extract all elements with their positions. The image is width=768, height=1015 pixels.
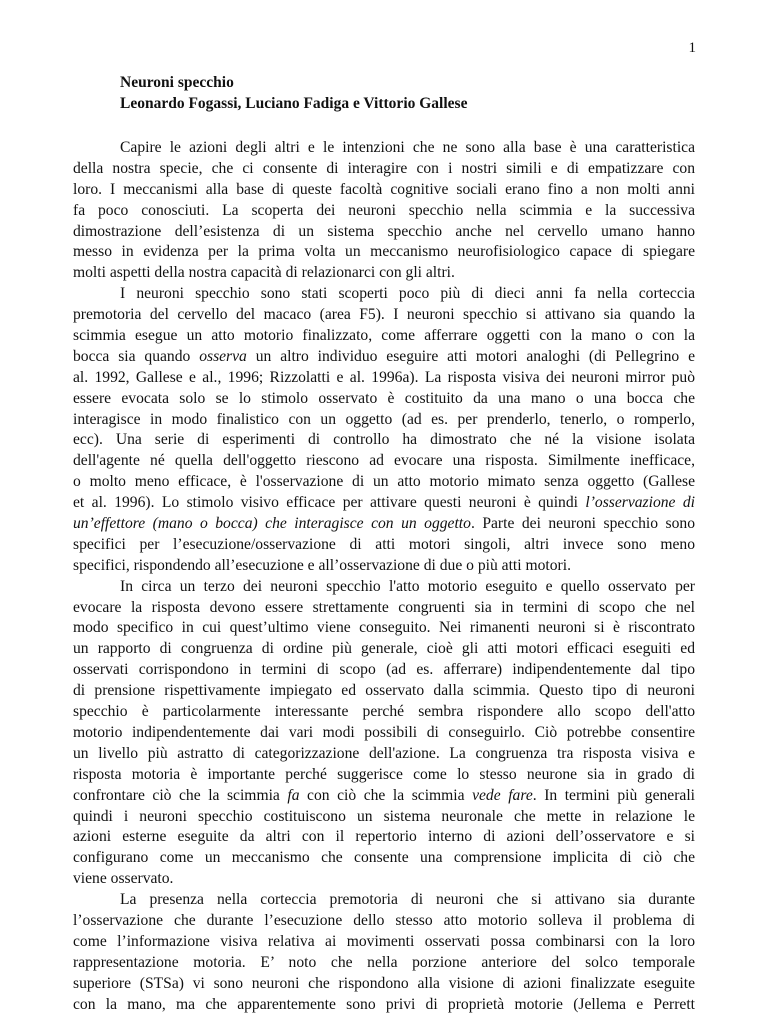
text-line	[73, 639, 695, 660]
text-line	[73, 786, 695, 807]
text-line	[73, 451, 695, 472]
text-line	[73, 180, 695, 201]
text-segment: con la mano, ma che apparentemente sono privi di proprietà motorie (Jellema e Perrett	[73, 995, 695, 1013]
text-segment: superiore (STSa) vi sono neuroni che rispondono alla visione di azioni finalizzate eseguite	[73, 974, 695, 992]
text-segment: bocca sia quando	[73, 347, 200, 365]
text-line	[73, 514, 695, 535]
text-segment: In circa un terzo dei neuroni specchio l'atto motorio eseguito e quello osservato per	[120, 577, 695, 595]
text-line	[73, 430, 695, 451]
text-segment: della nostra specie, che ci consente di interagire con i nostri simili e di empatizzare con	[73, 159, 695, 177]
text-line	[73, 869, 695, 890]
text-segment: et al. 1996). Lo stimolo visivo efficace per attivare questi neuroni è quindi	[73, 494, 586, 512]
text-line	[73, 598, 695, 619]
text-line	[73, 535, 695, 556]
text-segment: rappresentazione motoria. E’ noto che nella porzione anteriore del solco temporale	[73, 953, 695, 971]
page-number: 1	[688, 40, 696, 56]
text-segment: essere evocata solo se lo stimolo osservato è costituito da una mano o una bocca che	[73, 389, 695, 407]
text-line	[73, 932, 695, 953]
text-segment: azioni esterne eseguite da altri con il repertorio interno di azioni dell’osservatore e si	[73, 828, 695, 846]
italic-text: vede fare	[472, 786, 533, 804]
text-segment: Capire le azioni degli altri e le intenzioni che ne sono alla base è una caratteristica	[120, 139, 695, 156]
text-segment: osservati corrispondono in termini di scopo (ad es. afferrare) indipendentemente dal tipo	[73, 661, 695, 679]
text-line	[73, 953, 695, 974]
text-line	[73, 577, 695, 598]
text-line	[73, 911, 695, 932]
text-line	[73, 222, 695, 243]
text-segment: un altro individuo eseguire atti motori analoghi (di Pellegrino e	[246, 347, 696, 365]
text-segment: messo in evidenza per la prima volta un meccanismo neurofisiologico capace di spiegare	[73, 243, 695, 261]
text-line	[73, 848, 695, 869]
text-segment: modo specifico in cui quest’ultimo viene conseguito. Nei rimanenti neuroni si è riscontrato	[73, 619, 695, 637]
text-line	[73, 159, 695, 180]
text-segment: . Parte dei neuroni specchio sono	[470, 515, 696, 533]
text-line	[73, 347, 695, 368]
text-line	[73, 263, 695, 284]
text-segment: con ciò che la scimmia	[299, 786, 473, 804]
text-segment: dell'agente né quella dell'oggetto riescono ad evocare una risposta. Similmente inefficace,	[73, 452, 695, 470]
text-line	[73, 368, 695, 389]
text-line	[73, 326, 695, 347]
text-line	[73, 660, 695, 681]
text-line	[73, 284, 695, 305]
text-segment: evocare la risposta devono essere strettamente congruenti sia in termini di scopo che nel	[73, 598, 695, 616]
text-segment: premotoria del cervello del macaco (area F5). I neuroni specchio si attivano sia quando la	[73, 306, 695, 324]
document-title: Neuroni specchio	[120, 74, 234, 91]
text-segment: specchio è particolarmente interessante perché sembra rispondere allo scopo dell'atto	[73, 703, 695, 721]
text-line	[73, 410, 695, 431]
text-line	[73, 723, 695, 744]
text-segment: scimmia esegue un atto motorio finalizzato, come afferrare oggetti con la mano o con la	[73, 327, 695, 345]
text-segment: un rapporto di congruenza di ordine più generale, cioè gli atti motori efficaci eseguiti ed	[73, 640, 695, 658]
text-line	[73, 995, 695, 1015]
text-line	[73, 974, 695, 995]
text-line	[73, 618, 695, 639]
text-segment: specifici, rispondendo all’esecuzione e all’osservazione di due o più atti motori.	[73, 556, 571, 574]
text-segment: ecc). Una serie di esperimenti di controllo ha dimostrato che né la visione isolata	[73, 431, 695, 449]
text-segment: quindi i neuroni specchio costituiscono un sistema neuronale che mette in relazione le	[73, 807, 695, 825]
text-line	[73, 890, 695, 911]
text-segment: confrontare ciò che la scimmia	[73, 786, 288, 804]
text-segment: fa poco conosciuti. La scoperta dei neuroni specchio nella scimmia e la successiva	[73, 201, 695, 219]
text-segment: al. 1992, Gallese e al., 1996; Rizzolatti e al. 1996a). La risposta visiva dei neuroni mirror può	[73, 368, 695, 386]
italic-text: osserva	[199, 347, 247, 365]
italic-text: fa	[287, 786, 300, 804]
text-segment: di prensione rispettivamente impiegato ed osservato dalla scimmia. Questo tipo di neuroni	[73, 682, 695, 700]
document-header	[120, 72, 467, 114]
text-line	[73, 556, 695, 577]
text-line	[73, 807, 695, 828]
text-segment: o molto meno efficace, è l'osservazione di un atto motorio mimato senza oggetto (Gallese	[73, 473, 695, 491]
text-line	[73, 389, 695, 410]
text-line	[73, 681, 695, 702]
text-line	[73, 702, 695, 723]
text-line	[73, 201, 695, 222]
text-line	[73, 305, 695, 326]
text-segment: dimostrazione dell’esistenza di un sistema specchio anche nel cervello umano hanno	[73, 222, 695, 240]
italic-text: un’effettore (mano o bocca) che interagisce con un oggetto	[73, 515, 471, 533]
text-segment: risposta motoria è importante perché suggerisce come lo stesso neurone sia in grado di	[73, 765, 695, 783]
text-segment: viene osservato.	[73, 870, 174, 888]
text-segment: loro. I meccanismi alla base di queste facoltà cognitive sociali erano fino a non molti anni	[73, 180, 695, 198]
italic-text: l’osservazione di	[585, 494, 695, 512]
text-segment: I neuroni specchio sono stati scoperti poco più di dieci anni fa nella corteccia	[120, 285, 695, 303]
body-text	[73, 138, 695, 1015]
text-segment: motorio indipendentemente dai vari modi possibili di conseguirlo. Ciò potrebbe consentire	[73, 723, 695, 741]
text-segment: interagisce in modo finalistico con un oggetto (ad es. per prenderlo, tenerlo, o romperlo,	[73, 410, 695, 428]
text-segment: un livello più astratto di categorizzazione dell'azione. La congruenza tra risposta visiva e	[73, 744, 695, 762]
text-segment: come l’informazione visiva relativa ai movimenti osservati possa combinarsi con la loro	[73, 932, 695, 950]
text-segment: configurano come un meccanismo che consente una comprensione implicita di ciò che	[73, 849, 695, 867]
text-segment: specifici per l’esecuzione/osservazione di atti motori singoli, altri invece sono meno	[73, 535, 695, 553]
text-line	[73, 472, 695, 493]
text-line	[73, 827, 695, 848]
document-authors: Leonardo Fogassi, Luciano Fadiga e Vittorio Gallese	[120, 95, 468, 112]
text-line	[73, 744, 695, 765]
text-segment: La presenza nella corteccia premotoria di neuroni che si attivano sia durante	[120, 891, 695, 909]
text-segment: molti aspetti della nostra capacità di relazionarci con gli altri.	[73, 264, 455, 282]
text-segment: . In termini più generali	[532, 786, 696, 804]
text-segment: l’osservazione che durante l’esecuzione dello stesso atto motorio solleva il problema di	[73, 911, 695, 929]
text-line	[73, 138, 695, 159]
text-line	[73, 765, 695, 786]
text-line	[73, 493, 695, 514]
text-line	[73, 242, 695, 263]
